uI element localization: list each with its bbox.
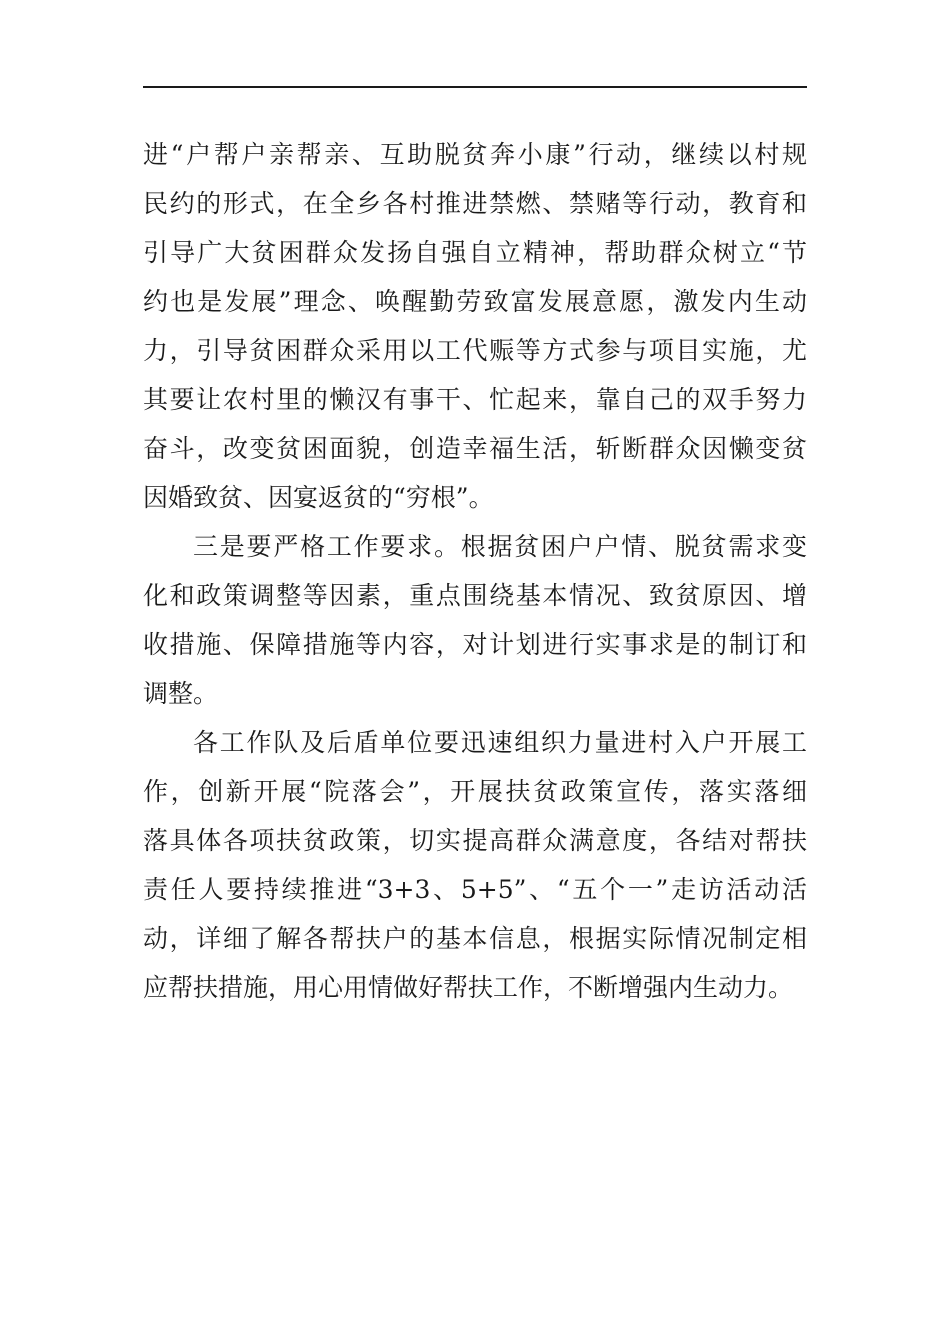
paragraph-2 bbox=[143, 522, 807, 718]
text-line: 化和政策调整等因素，重点围绕基本情况、致贫原因、增 bbox=[143, 581, 807, 610]
text-line: 民约的形式，在全乡各村推进禁燃、禁赌等行动，教育和 bbox=[143, 189, 807, 218]
text-line: 因婚致贫、因宴返贫的“穷根”。 bbox=[143, 483, 494, 512]
document-body bbox=[143, 130, 807, 1012]
text-line: 三是要严格工作要求。根据贫困户户情、脱贫需求变 bbox=[193, 532, 807, 561]
text-line: 力，引导贫困群众采用以工代赈等方式参与项目实施，尤 bbox=[143, 336, 807, 365]
text-line: 动，详细了解各帮扶户的基本信息，根据实际情况制定相 bbox=[143, 924, 807, 953]
header-rule bbox=[143, 86, 807, 88]
text-line: 引导广大贫困群众发扬自强自立精神，帮助群众树立“节 bbox=[143, 238, 807, 267]
text-line: 落具体各项扶贫政策，切实提高群众满意度，各结对帮扶 bbox=[143, 826, 807, 855]
text-line: 作，创新开展“院落会”，开展扶贫政策宣传，落实落细 bbox=[143, 777, 807, 806]
text-line: 收措施、保障措施等内容，对计划进行实事求是的制订和 bbox=[143, 630, 807, 659]
text-line: 各工作队及后盾单位要迅速组织力量进村入户开展工 bbox=[193, 728, 807, 757]
text-line: 约也是发展”理念、唤醒勤劳致富发展意愿，激发内生动 bbox=[143, 287, 807, 316]
text-line: 责任人要持续推进“3+3、5+5”、“五个一”走访活动活 bbox=[143, 875, 807, 904]
paragraph-3 bbox=[143, 718, 807, 1012]
text-line: 进“户帮户亲帮亲、互助脱贫奔小康”行动，继续以村规 bbox=[143, 140, 807, 169]
paragraph-1 bbox=[143, 130, 807, 522]
text-line: 调整。 bbox=[143, 679, 219, 708]
text-line: 其要让农村里的懒汉有事干、忙起来，靠自己的双手努力 bbox=[143, 385, 807, 414]
text-line: 应帮扶措施，用心用情做好帮扶工作，不断增强内生动力。 bbox=[143, 973, 794, 1002]
text-line: 奋斗，改变贫困面貌，创造幸福生活，斩断群众因懒变贫 bbox=[143, 434, 807, 463]
